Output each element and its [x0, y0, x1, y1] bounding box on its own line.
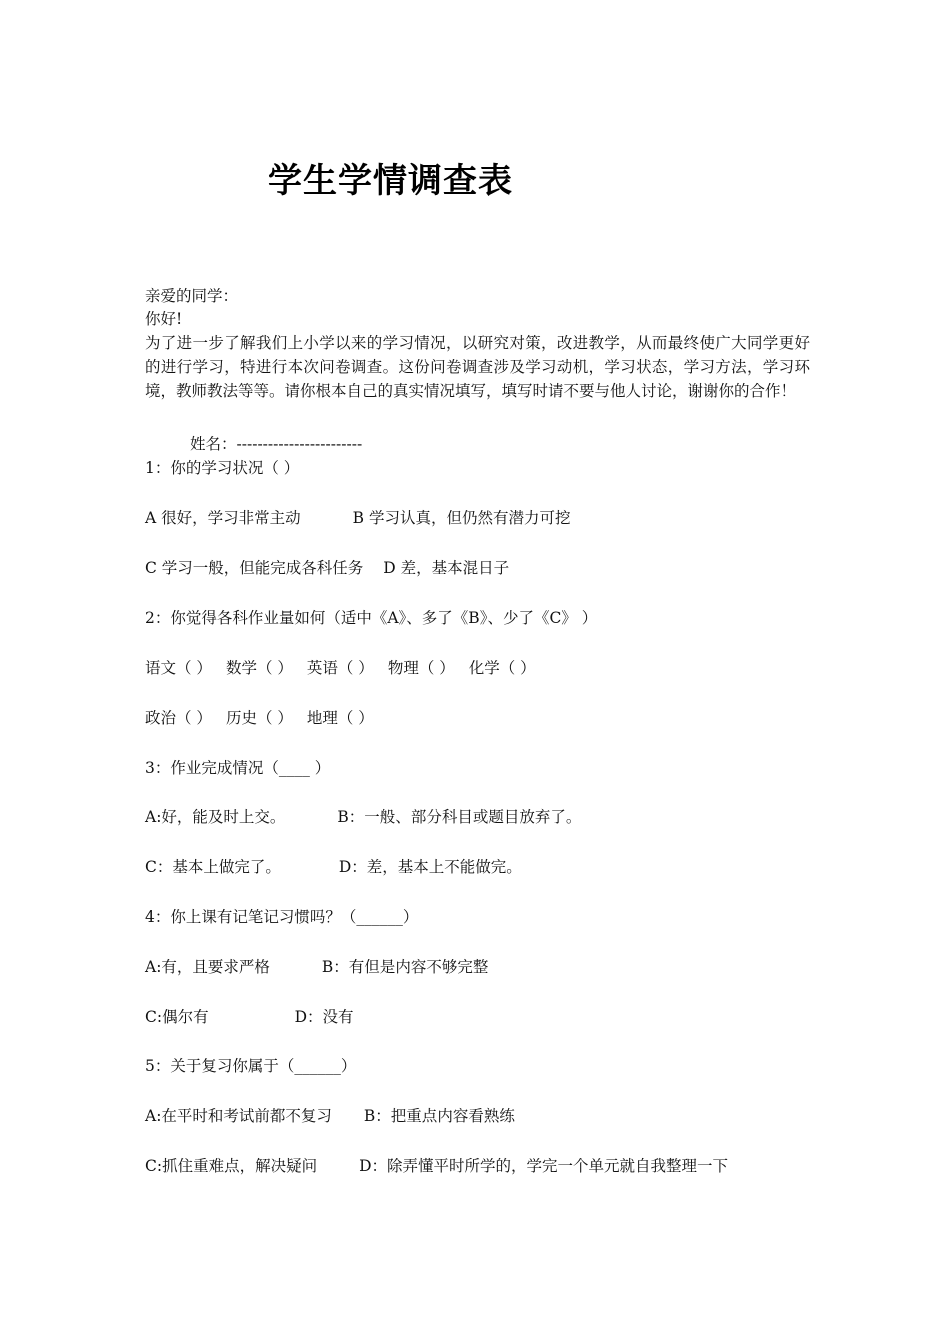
question-2: 2：你觉得各科作业量如何（适中《A》、多了《B》、少了《C》 ）	[145, 609, 598, 627]
option-c: C 学习一般，但能完成各科任务	[145, 559, 364, 577]
question-1-options-cd	[145, 557, 509, 579]
option-d: D：没有	[294, 1008, 354, 1026]
subject-physics: 物理（ ）	[387, 659, 455, 677]
subject-politics: 政治（ ）	[145, 709, 212, 727]
question-1-options-ab	[145, 507, 570, 529]
question-4: 4：你上课有记笔记习惯吗？（______）	[145, 908, 419, 926]
subject-chemistry: 化学（ ）	[468, 659, 536, 677]
subject-history: 历史（ ）	[225, 709, 293, 727]
question-2-subjects-row2	[145, 707, 388, 729]
option-b: B：有但是内容不够完整	[321, 958, 489, 976]
question-2-subjects-row1	[145, 657, 550, 679]
option-c: C：基本上做完了。	[145, 858, 281, 876]
option-a: A 很好，学习非常主动	[145, 509, 301, 527]
subject-chinese: 语文（ ）	[145, 659, 212, 677]
question-5-options-cd	[145, 1155, 728, 1177]
option-c: C:偶尔有	[145, 1008, 209, 1026]
question-1: 1：你的学习状况（ ）	[145, 459, 300, 477]
question-3-options-ab	[145, 806, 581, 828]
subject-math: 数学（ ）	[225, 659, 293, 677]
intro-paragraph: 为了进一步了解我们上小学以来的学习情况，以研究对策，改进教学，从而最终使广大同学更好的进行学习，特进行本次问卷调查。这份问卷调查涉及学习动机，学习状态，学习方法，学习环境，教师教法等等。请你根本自己的真实情况填写，填写时请不要与他人讨论，谢谢你的合作！	[145, 334, 810, 400]
subject-english: 英语（ ）	[306, 659, 374, 677]
option-b: B：一般、部分科目或题目放弃了。	[337, 808, 582, 826]
hello: 你好!	[145, 310, 183, 328]
option-a: A:有，且要求严格	[145, 958, 270, 976]
question-5-options-ab	[145, 1105, 515, 1127]
question-3: 3：作业完成情况（____ ）	[145, 759, 331, 777]
question-4-options-ab	[145, 956, 488, 978]
question-4-options-cd	[145, 1006, 354, 1028]
question-5: 5：关于复习你属于（______）	[145, 1057, 357, 1075]
option-a: A:在平时和考试前都不复习	[145, 1107, 332, 1125]
option-d: D：除弄懂平时所学的，学完一个单元就自我整理一下	[359, 1157, 729, 1175]
option-a: A:好，能及时上交。	[145, 808, 286, 826]
question-3-options-cd	[145, 856, 522, 878]
option-b: B：把重点内容看熟练	[363, 1107, 515, 1125]
option-d: D：差，基本上不能做完。	[338, 858, 522, 876]
name-field-line: 姓名：------------------------	[190, 435, 363, 453]
subject-geography: 地理（ ）	[306, 709, 374, 727]
document-title: 学生学情调查表	[268, 161, 513, 201]
option-b: B 学习认真，但仍然有潜力可挖	[352, 509, 571, 527]
option-c: C:抓住重难点，解决疑问	[145, 1157, 318, 1175]
option-d: D 差，基本混日子	[383, 559, 510, 577]
greeting: 亲爱的同学：	[145, 287, 239, 305]
